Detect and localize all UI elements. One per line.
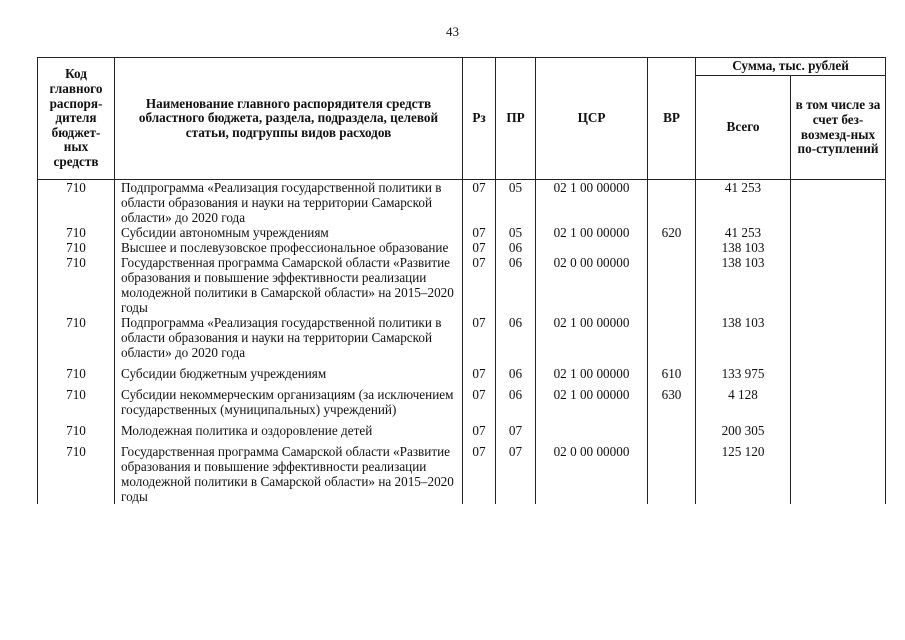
cell-incl bbox=[791, 315, 886, 360]
cell-vr bbox=[648, 438, 696, 504]
cell-code: 710 bbox=[38, 438, 115, 504]
cell-incl bbox=[791, 240, 886, 255]
cell-total: 41 253 bbox=[696, 180, 791, 226]
budget-table bbox=[37, 57, 886, 504]
table-row bbox=[38, 315, 886, 360]
cell-rz: 07 bbox=[463, 225, 496, 240]
cell-total: 41 253 bbox=[696, 225, 791, 240]
table-row bbox=[38, 240, 886, 255]
header-incl: в том числе за счет без-возмезд-ных по-ступлений bbox=[791, 76, 886, 180]
cell-total: 125 120 bbox=[696, 438, 791, 504]
cell-pr: 06 bbox=[496, 255, 536, 315]
cell-incl bbox=[791, 438, 886, 504]
cell-csr: 02 1 00 00000 bbox=[536, 381, 648, 417]
cell-pr: 07 bbox=[496, 438, 536, 504]
cell-total: 138 103 bbox=[696, 255, 791, 315]
cell-rz: 07 bbox=[463, 240, 496, 255]
cell-name: Государственная программа Самарской области «Развитие образования и повышение эффективности реализации молодежной политики в Самарской области» на 2015–2020 годы bbox=[115, 255, 463, 315]
cell-code: 710 bbox=[38, 360, 115, 381]
cell-rz: 07 bbox=[463, 360, 496, 381]
cell-total: 138 103 bbox=[696, 240, 791, 255]
table-row bbox=[38, 225, 886, 240]
cell-vr bbox=[648, 315, 696, 360]
cell-code: 710 bbox=[38, 315, 115, 360]
cell-vr bbox=[648, 240, 696, 255]
cell-csr: 02 1 00 00000 bbox=[536, 360, 648, 381]
cell-name: Субсидии автономным учреждениям bbox=[115, 225, 463, 240]
cell-code: 710 bbox=[38, 180, 115, 226]
cell-code: 710 bbox=[38, 225, 115, 240]
table-row bbox=[38, 180, 886, 226]
header-rz: Рз bbox=[463, 58, 496, 180]
cell-pr: 06 bbox=[496, 381, 536, 417]
cell-csr: 02 0 00 00000 bbox=[536, 255, 648, 315]
cell-vr: 610 bbox=[648, 360, 696, 381]
cell-rz: 07 bbox=[463, 417, 496, 438]
cell-code: 710 bbox=[38, 381, 115, 417]
cell-vr bbox=[648, 417, 696, 438]
cell-pr: 06 bbox=[496, 315, 536, 360]
cell-name: Высшее и послевузовское профессиональное образование bbox=[115, 240, 463, 255]
cell-name: Молодежная политика и оздоровление детей bbox=[115, 417, 463, 438]
table-row bbox=[38, 438, 886, 504]
header-pr: ПР bbox=[496, 58, 536, 180]
header-code: Код главного распоря-дителя бюджет-ных средств bbox=[38, 58, 115, 180]
header-total: Всего bbox=[696, 76, 791, 180]
cell-name: Подпрограмма «Реализация государственной политики в области образования и науки на территории Самарской области» до 2020 года bbox=[115, 180, 463, 226]
cell-csr: 02 1 00 00000 bbox=[536, 315, 648, 360]
table-row bbox=[38, 417, 886, 438]
cell-rz: 07 bbox=[463, 315, 496, 360]
cell-incl bbox=[791, 180, 886, 226]
page-number: 43 bbox=[446, 24, 459, 39]
cell-incl bbox=[791, 225, 886, 240]
cell-vr bbox=[648, 180, 696, 226]
cell-name: Подпрограмма «Реализация государственной политики в области образования и науки на территории Самарской области» до 2020 года bbox=[115, 315, 463, 360]
cell-pr: 06 bbox=[496, 240, 536, 255]
cell-code: 710 bbox=[38, 417, 115, 438]
table-row bbox=[38, 255, 886, 315]
cell-rz: 07 bbox=[463, 180, 496, 226]
cell-rz: 07 bbox=[463, 255, 496, 315]
cell-incl bbox=[791, 417, 886, 438]
table-row bbox=[38, 360, 886, 381]
header-name: Наименование главного распорядителя средств областного бюджета, раздела, подраздела, целевой статьи, подгруппы видов расходов bbox=[115, 58, 463, 180]
cell-rz: 07 bbox=[463, 381, 496, 417]
table-header bbox=[38, 58, 886, 180]
header-csr: ЦСР bbox=[536, 58, 648, 180]
table-body bbox=[38, 180, 886, 505]
cell-rz: 07 bbox=[463, 438, 496, 504]
cell-csr bbox=[536, 417, 648, 438]
cell-csr bbox=[536, 240, 648, 255]
cell-vr: 630 bbox=[648, 381, 696, 417]
cell-incl bbox=[791, 381, 886, 417]
cell-total: 200 305 bbox=[696, 417, 791, 438]
cell-incl bbox=[791, 255, 886, 315]
cell-csr: 02 1 00 00000 bbox=[536, 225, 648, 240]
cell-name: Государственная программа Самарской области «Развитие образования и повышение эффективности реализации молодежной политики в Самарской области» на 2015–2020 годы bbox=[115, 438, 463, 504]
cell-csr: 02 0 00 00000 bbox=[536, 438, 648, 504]
table-row bbox=[38, 381, 886, 417]
cell-code: 710 bbox=[38, 240, 115, 255]
cell-csr: 02 1 00 00000 bbox=[536, 180, 648, 226]
cell-pr: 05 bbox=[496, 180, 536, 226]
cell-pr: 06 bbox=[496, 360, 536, 381]
header-vr: ВР bbox=[648, 58, 696, 180]
cell-name: Субсидии бюджетным учреждениям bbox=[115, 360, 463, 381]
cell-total: 133 975 bbox=[696, 360, 791, 381]
cell-incl bbox=[791, 360, 886, 381]
cell-pr: 05 bbox=[496, 225, 536, 240]
cell-total: 4 128 bbox=[696, 381, 791, 417]
cell-name: Субсидии некоммерческим организациям (за исключением государственных (муниципальных) учреждений) bbox=[115, 381, 463, 417]
cell-code: 710 bbox=[38, 255, 115, 315]
cell-vr bbox=[648, 255, 696, 315]
cell-total: 138 103 bbox=[696, 315, 791, 360]
cell-pr: 07 bbox=[496, 417, 536, 438]
header-sum: Сумма, тыс. рублей bbox=[696, 58, 886, 76]
cell-vr: 620 bbox=[648, 225, 696, 240]
